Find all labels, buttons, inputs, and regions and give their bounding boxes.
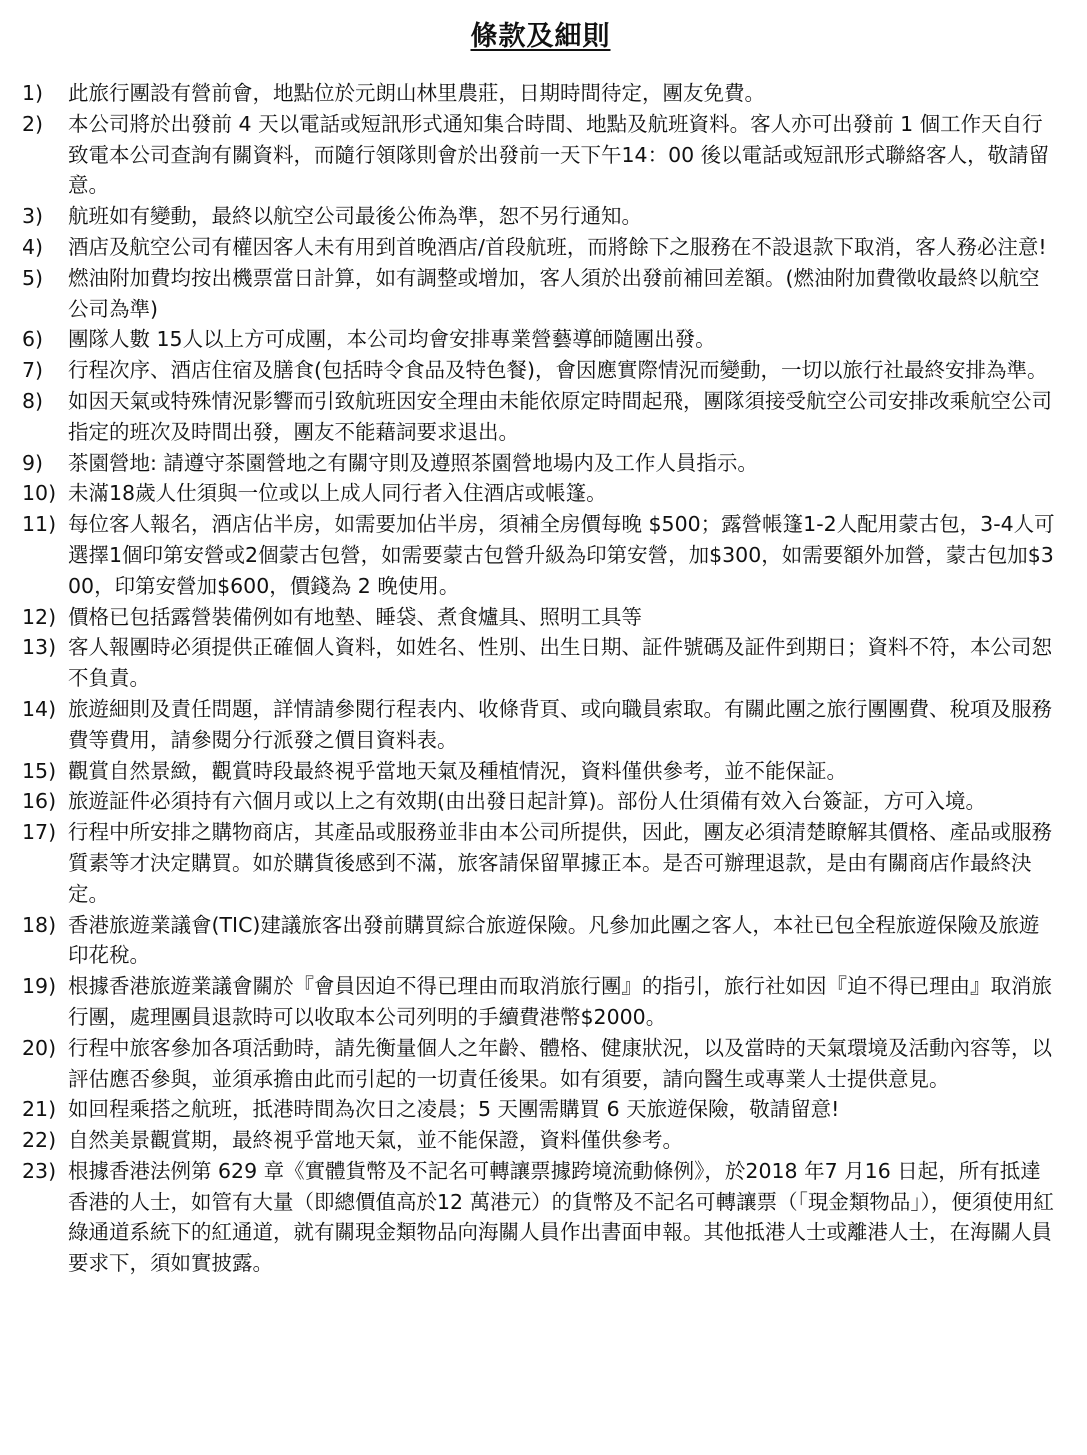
term-number: 12) (22, 604, 57, 629)
term-number: 4) (22, 234, 44, 259)
term-text: 每位客人報名，酒店佔半房，如需要加佔半房，須補全房價每晚 $500；露營帳篷1-2人配用蒙古包，3-4人可選擇1個印第安營或2個蒙古包營，如需要蒙古包營升級為印第安營，加$300，如需要額外加營，蒙古包加$300，印第安營加$600，價錢為 2 晚使用。 (68, 512, 1055, 598)
term-text: 行程中旅客參加各項活動時，請先衡量個人之年齡、體格、健康狀況，以及當時的天氣環境及活動內容等，以評估應否參與，並須承擔由此而引起的一切責任後果。如有須要，請向醫生或專業人士提供意見。 (68, 1035, 1052, 1091)
term-text: 酒店及航空公司有權因客人未有用到首晚酒店/首段航班，而將餘下之服務在不設退款下取消，客人務必注意! (68, 234, 1047, 259)
term-item (22, 1125, 1059, 1156)
term-text: 旅遊証件必須持有六個月或以上之有效期(由出發日起計算)。部份人仕須備有效入台簽証，方可入境。 (68, 789, 986, 814)
term-text: 燃油附加費均按出機票當日計算，如有調整或增加，客人須於出發前補回差額。(燃油附加費徵收最終以航空公司為準) (68, 265, 1040, 321)
term-text: 旅遊細則及責任問題，詳情請參閱行程表内、收條背頁、或向職員索取。有關此團之旅行團團費、稅項及服務費等費用，請參閱分行派發之價目資料表。 (68, 696, 1052, 752)
term-item (22, 756, 1059, 787)
term-text: 客人報團時必須提供正確個人資料，如姓名、性別、出生日期、証件號碼及証件到期日；資料不符，本公司恕不負責。 (68, 635, 1052, 691)
term-number: 14) (22, 696, 57, 721)
term-item (22, 971, 1059, 1033)
term-item (22, 386, 1059, 448)
term-item (22, 232, 1059, 263)
page-title: 條款及細則 (470, 21, 611, 52)
term-text: 自然美景觀賞期，最終視乎當地天氣，並不能保證，資料僅供參考。 (68, 1128, 683, 1153)
term-number: 7) (22, 358, 44, 383)
term-text: 如回程乘搭之航班，抵港時間為次日之凌晨；5 天團需購買 6 天旅遊保險，敬請留意! (68, 1097, 840, 1122)
term-number: 13) (22, 635, 57, 660)
term-number: 9) (22, 450, 44, 475)
term-item (22, 355, 1059, 386)
term-number: 16) (22, 789, 57, 814)
term-item (22, 324, 1059, 355)
term-text: 根據香港法例第 629 章《實體貨幣及不記名可轉讓票據跨境流動條例》，於2018 年7 月16 日起，所有抵達香港的人士，如管有大量（即總價值高於12 萬港元）的貨幣及不記名可轉讓票（「現金類物品」），便須使用紅綠通道系統下的紅通道，就有關現金類物品向海關人員作出書面申報。其他抵港人士或離港人士，在海關人員要求下，須如實披露。 (68, 1158, 1054, 1276)
term-item (22, 1033, 1059, 1095)
term-number: 19) (22, 974, 57, 999)
term-item (22, 602, 1059, 633)
term-number: 5) (22, 265, 44, 290)
term-text: 本公司將於出發前 4 天以電話或短訊形式通知集合時間、地點及航班資料。客人亦可出發前 1 個工作天自行致電本公司查詢有關資料，而隨行領隊則會於出發前一天下午14：00 後以電話或短訊形式聯絡客人，敬請留意。 (68, 111, 1050, 198)
term-text: 未滿18歲人仕須與一位或以上成人同行者入住酒店或帳篷。 (68, 481, 607, 506)
term-number: 20) (22, 1035, 57, 1060)
term-item (22, 109, 1059, 201)
term-number: 17) (22, 820, 57, 845)
term-item (22, 78, 1059, 109)
term-text: 香港旅遊業議會(TIC)建議旅客出發前購買綜合旅遊保險。凡參加此團之客人，本社已包全程旅遊保險及旅遊印花稅。 (68, 912, 1040, 968)
term-text: 根據香港旅遊業議會關於『會員因迫不得已理由而取消旅行團』的指引，旅行社如因『迫不得已理由』取消旅行團，處理團員退款時可以收取本公司列明的手續費港幣$2000。 (68, 974, 1052, 1029)
term-item (22, 509, 1059, 601)
term-item (22, 478, 1059, 509)
term-number: 8) (22, 388, 44, 413)
term-text: 此旅行團設有營前會，地點位於元朗山林里農莊，日期時間待定，團友免費。 (68, 81, 765, 105)
term-item (22, 817, 1059, 909)
term-text: 茶園營地: 請遵守茶園營地之有關守則及遵照茶園營地場内及工作人員指示。 (68, 450, 758, 475)
term-number: 1) (22, 81, 44, 105)
term-text: 如因天氣或特殊情況影響而引致航班因安全理由未能依原定時間起飛，團隊須接受航空公司安排改乘航空公司指定的班次及時間出發，團友不能藉詞要求退出。 (68, 388, 1052, 444)
term-number: 18) (22, 912, 57, 937)
term-number: 2) (22, 111, 44, 136)
term-item (22, 694, 1059, 756)
term-text: 觀賞自然景緻，觀賞時段最終視乎當地天氣及種植情況，資料僅供參考，並不能保証。 (68, 758, 847, 783)
term-number: 3) (22, 204, 44, 229)
term-item (22, 448, 1059, 479)
term-text: 行程中所安排之購物商店，其產品或服務並非由本公司所提供，因此，團友必須清楚瞭解其價格、產品或服務質素等才決定購買。如於購貨後感到不滿，旅客請保留單據正本。是否可辦理退款，是由有關商店作最終決定。 (68, 820, 1052, 906)
term-item (22, 201, 1059, 232)
term-item (22, 786, 1059, 817)
term-number: 21) (22, 1097, 57, 1122)
terms-list (22, 78, 1059, 1279)
term-number: 11) (22, 512, 57, 537)
term-item (22, 263, 1059, 325)
term-text: 行程次序、酒店住宿及膳食(包括時令食品及特色餐)，會因應實際情況而變動，一切以旅行社最終安排為準。 (68, 358, 1048, 383)
term-number: 22) (22, 1128, 57, 1153)
term-number: 15) (22, 758, 57, 783)
term-number: 23) (22, 1158, 57, 1183)
term-number: 6) (22, 327, 44, 352)
term-text: 航班如有變動，最終以航空公司最後公佈為準，恕不另行通知。 (68, 204, 642, 229)
term-text: 團隊人數 15人以上方可成團，本公司均會安排專業營藝導師隨團出發。 (68, 327, 716, 352)
term-item (22, 1094, 1059, 1125)
term-item (22, 632, 1059, 694)
term-number: 10) (22, 481, 57, 506)
term-item (22, 910, 1059, 972)
term-text: 價格已包括露營裝備例如有地墊、睡袋、煮食爐具、照明工具等 (68, 604, 642, 629)
term-item (22, 1156, 1059, 1279)
